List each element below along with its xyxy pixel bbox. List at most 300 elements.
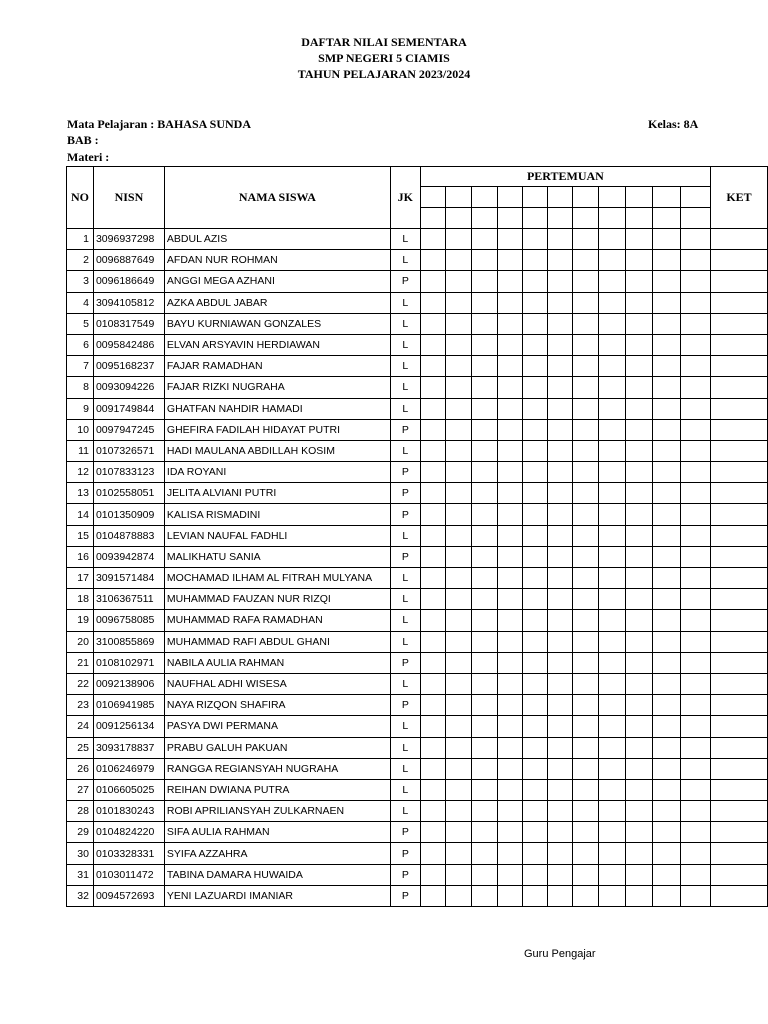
score-cell [626,229,653,250]
row-jk: L [390,292,420,313]
score-cell [522,695,548,716]
score-cell [548,313,573,334]
score-cell [471,440,497,461]
score-cell [522,356,548,377]
row-no: 11 [67,440,94,461]
row-no: 27 [67,779,94,800]
score-cell [471,229,497,250]
score-cell [599,843,626,864]
score-cell [681,504,711,525]
row-nisn: 0093094226 [93,377,164,398]
score-cell [497,483,522,504]
score-cell [653,737,681,758]
ket-cell [711,271,768,292]
row-nama: MALIKHATU SANIA [164,546,390,567]
score-cell [653,822,681,843]
col-header-nama: NAMA SISWA [164,167,390,229]
row-jk: L [390,525,420,546]
score-cell [653,398,681,419]
row-jk: L [390,313,420,334]
table-row [67,271,768,292]
score-cell [681,568,711,589]
score-cell [420,843,445,864]
table-row [67,822,768,843]
score-cell [599,229,626,250]
score-cell [573,652,599,673]
row-nama: JELITA ALVIANI PUTRI [164,483,390,504]
score-cell [599,313,626,334]
row-nama: HADI MAULANA ABDILLAH KOSIM [164,440,390,461]
row-no: 5 [67,313,94,334]
score-cell [626,377,653,398]
row-jk: L [390,673,420,694]
row-nama: NABILA AULIA RAHMAN [164,652,390,673]
score-cell [522,568,548,589]
score-cell [420,504,445,525]
score-cell [497,822,522,843]
score-cell [471,504,497,525]
score-cell [497,525,522,546]
score-cell [471,525,497,546]
score-cell [599,271,626,292]
score-cell [497,377,522,398]
score-cell [497,758,522,779]
score-cell [445,716,471,737]
teacher-signature-label: Guru Pengajar [524,948,596,960]
row-nisn: 3093178837 [93,737,164,758]
ket-cell [711,483,768,504]
score-cell [681,737,711,758]
score-cell [681,695,711,716]
score-cell [445,610,471,631]
score-cell [599,568,626,589]
score-cell [626,313,653,334]
score-cell [573,504,599,525]
score-cell [573,822,599,843]
row-nisn: 0103011472 [93,864,164,885]
row-no: 1 [67,229,94,250]
score-cell [681,801,711,822]
score-cell [681,525,711,546]
score-cell [420,546,445,567]
score-cell [573,483,599,504]
score-cell [497,292,522,313]
score-cell [653,546,681,567]
row-no: 22 [67,673,94,694]
row-no: 21 [67,652,94,673]
score-cell [626,758,653,779]
score-cell [626,525,653,546]
score-cell [681,864,711,885]
score-cell [445,250,471,271]
table-row [67,229,768,250]
score-cell [471,610,497,631]
col-header-jk: JK [390,167,420,229]
score-cell [626,695,653,716]
score-cell [497,229,522,250]
score-cell [420,652,445,673]
ket-cell [711,695,768,716]
score-cell [420,758,445,779]
score-cell [599,673,626,694]
ket-cell [711,673,768,694]
score-cell [497,462,522,483]
score-cell [548,419,573,440]
score-cell [522,673,548,694]
score-cell [522,864,548,885]
score-cell [548,377,573,398]
score-cell [445,673,471,694]
row-no: 17 [67,568,94,589]
score-cell [471,695,497,716]
ket-cell [711,440,768,461]
score-cell [497,631,522,652]
row-nisn: 3091571484 [93,568,164,589]
col-header-nisn: NISN [93,167,164,229]
score-cell [681,589,711,610]
row-nama: GHATFAN NAHDIR HAMADI [164,398,390,419]
score-cell [522,504,548,525]
score-cell [599,440,626,461]
score-cell [445,292,471,313]
score-cell [522,462,548,483]
row-no: 23 [67,695,94,716]
score-cell [548,843,573,864]
score-cell [653,885,681,906]
row-nisn: 0104878883 [93,525,164,546]
score-cell [420,779,445,800]
table-row [67,334,768,355]
score-cell [599,610,626,631]
row-nama: AFDAN NUR ROHMAN [164,250,390,271]
score-cell [445,779,471,800]
score-cell [573,695,599,716]
score-cell [548,652,573,673]
score-cell [548,885,573,906]
score-cell [420,801,445,822]
row-no: 8 [67,377,94,398]
score-cell [573,864,599,885]
grade-table [66,166,768,907]
score-cell [522,377,548,398]
ket-cell [711,779,768,800]
ket-cell [711,313,768,334]
score-cell [681,843,711,864]
score-cell [497,504,522,525]
score-cell [497,885,522,906]
row-no: 10 [67,419,94,440]
score-cell [681,313,711,334]
score-cell [573,716,599,737]
ket-cell [711,843,768,864]
row-no: 7 [67,356,94,377]
row-nama: YENI LAZUARDI IMANIAR [164,885,390,906]
ket-cell [711,737,768,758]
row-no: 18 [67,589,94,610]
col-header-no: NO [67,167,94,229]
score-cell [548,292,573,313]
row-jk: P [390,652,420,673]
row-nisn: 0096758085 [93,610,164,631]
ket-cell [711,822,768,843]
row-no: 15 [67,525,94,546]
score-cell [626,652,653,673]
table-row [67,546,768,567]
score-cell [522,885,548,906]
score-cell [497,864,522,885]
table-row [67,864,768,885]
score-cell [420,589,445,610]
score-cell [653,716,681,737]
score-cell [653,229,681,250]
score-cell [445,546,471,567]
row-nama: ELVAN ARSYAVIN HERDIAWAN [164,334,390,355]
score-cell [573,737,599,758]
row-no: 28 [67,801,94,822]
table-row [67,589,768,610]
score-cell [548,398,573,419]
table-row [67,631,768,652]
score-cell [471,398,497,419]
row-nama: BAYU KURNIAWAN GONZALES [164,313,390,334]
score-cell [548,525,573,546]
row-jk: P [390,822,420,843]
score-cell [471,250,497,271]
score-cell [497,716,522,737]
row-jk: L [390,398,420,419]
row-no: 26 [67,758,94,779]
score-cell [522,737,548,758]
score-cell [573,334,599,355]
table-row [67,737,768,758]
score-cell [445,568,471,589]
score-cell [599,779,626,800]
row-no: 24 [67,716,94,737]
row-nisn: 0097947245 [93,419,164,440]
table-row [67,673,768,694]
score-cell [573,271,599,292]
score-cell [626,356,653,377]
score-cell [548,631,573,652]
table-row [67,440,768,461]
score-cell [497,546,522,567]
row-nisn: 0108317549 [93,313,164,334]
ket-cell [711,885,768,906]
class-label: Kelas: 8A [648,117,699,131]
score-cell [573,801,599,822]
score-cell [599,250,626,271]
score-cell [626,885,653,906]
score-cell [681,546,711,567]
row-jk: L [390,631,420,652]
score-cell [653,652,681,673]
score-cell [573,546,599,567]
score-cell [548,440,573,461]
score-cell [626,334,653,355]
score-cell [445,229,471,250]
score-cell [653,758,681,779]
score-cell [626,610,653,631]
score-cell [548,864,573,885]
score-cell [653,356,681,377]
row-nisn: 0104824220 [93,822,164,843]
table-row [67,843,768,864]
score-cell [681,779,711,800]
row-nisn: 0107326571 [93,440,164,461]
score-cell [681,652,711,673]
score-cell [522,229,548,250]
score-cell [681,758,711,779]
table-row [67,313,768,334]
score-cell [522,334,548,355]
score-cell [599,758,626,779]
row-nisn: 0096186649 [93,271,164,292]
score-cell [626,250,653,271]
row-no: 31 [67,864,94,885]
score-cell [653,313,681,334]
score-cell [573,250,599,271]
score-cell [471,271,497,292]
row-nama: GHEFIRA FADILAH HIDAYAT PUTRI [164,419,390,440]
score-cell [497,419,522,440]
score-cell [599,377,626,398]
score-cell [681,483,711,504]
col-header-ket: KET [711,167,768,229]
row-jk: P [390,271,420,292]
score-cell [653,589,681,610]
score-cell [548,271,573,292]
score-cell [599,716,626,737]
score-cell [681,631,711,652]
score-cell [471,568,497,589]
row-jk: L [390,356,420,377]
score-cell [420,525,445,546]
score-cell [522,483,548,504]
row-jk: P [390,504,420,525]
score-cell [573,377,599,398]
row-nama: RANGGA REGIANSYAH NUGRAHA [164,758,390,779]
score-cell [471,801,497,822]
score-cell [420,737,445,758]
table-row [67,779,768,800]
row-nama: FAJAR RAMADHAN [164,356,390,377]
score-cell [497,673,522,694]
row-nama: PASYA DWI PERMANA [164,716,390,737]
ket-cell [711,652,768,673]
score-cell [445,504,471,525]
score-cell [626,779,653,800]
score-cell [497,250,522,271]
score-cell [599,589,626,610]
ket-cell [711,356,768,377]
score-cell [497,398,522,419]
score-cell [573,419,599,440]
row-no: 13 [67,483,94,504]
row-jk: L [390,377,420,398]
row-nama: MUHAMMAD RAFA RAMADHAN [164,610,390,631]
score-cell [626,398,653,419]
score-cell [681,229,711,250]
score-cell [573,568,599,589]
score-cell [681,885,711,906]
ket-cell [711,504,768,525]
ket-cell [711,758,768,779]
row-nisn: 0095842486 [93,334,164,355]
score-cell [471,589,497,610]
score-cell [522,525,548,546]
score-cell [445,377,471,398]
row-nisn: 0092138906 [93,673,164,694]
row-nama: TABINA DAMARA HUWAIDA [164,864,390,885]
table-row [67,398,768,419]
score-cell [445,356,471,377]
table-row [67,716,768,737]
row-nama: REIHAN DWIANA PUTRA [164,779,390,800]
row-nisn: 0096887649 [93,250,164,271]
table-row [67,462,768,483]
score-cell [522,313,548,334]
row-jk: L [390,334,420,355]
doc-title: DAFTAR NILAI SEMENTARA [301,35,467,49]
school-year: TAHUN PELAJARAN 2023/2024 [297,67,471,81]
score-cell [626,419,653,440]
score-cell [653,631,681,652]
ket-cell [711,292,768,313]
score-cell [445,313,471,334]
score-cell [573,758,599,779]
row-nisn: 0106941985 [93,695,164,716]
score-cell [681,610,711,631]
score-cell [497,801,522,822]
score-cell [626,440,653,461]
ket-cell [711,250,768,271]
score-cell [681,462,711,483]
table-row [67,504,768,525]
row-nama: IDA ROYANI [164,462,390,483]
score-cell [626,504,653,525]
score-cell [653,440,681,461]
score-cell [471,779,497,800]
score-cell [497,779,522,800]
table-row [67,610,768,631]
chapter-label: BAB : [67,133,99,147]
score-cell [626,589,653,610]
score-cell [420,334,445,355]
score-cell [522,652,548,673]
score-cell [445,398,471,419]
score-cell [573,462,599,483]
score-cell [445,822,471,843]
score-cell [445,271,471,292]
ket-cell [711,610,768,631]
row-nama: NAYA RIZQON SHAFIRA [164,695,390,716]
score-cell [599,483,626,504]
score-cell [420,822,445,843]
score-cell [522,250,548,271]
score-cell [653,843,681,864]
score-cell [548,695,573,716]
row-jk: L [390,801,420,822]
score-cell [420,419,445,440]
score-cell [653,673,681,694]
score-cell [626,546,653,567]
row-no: 14 [67,504,94,525]
score-cell [653,610,681,631]
row-no: 19 [67,610,94,631]
score-cell [471,546,497,567]
row-jk: P [390,483,420,504]
row-nisn: 0091749844 [93,398,164,419]
